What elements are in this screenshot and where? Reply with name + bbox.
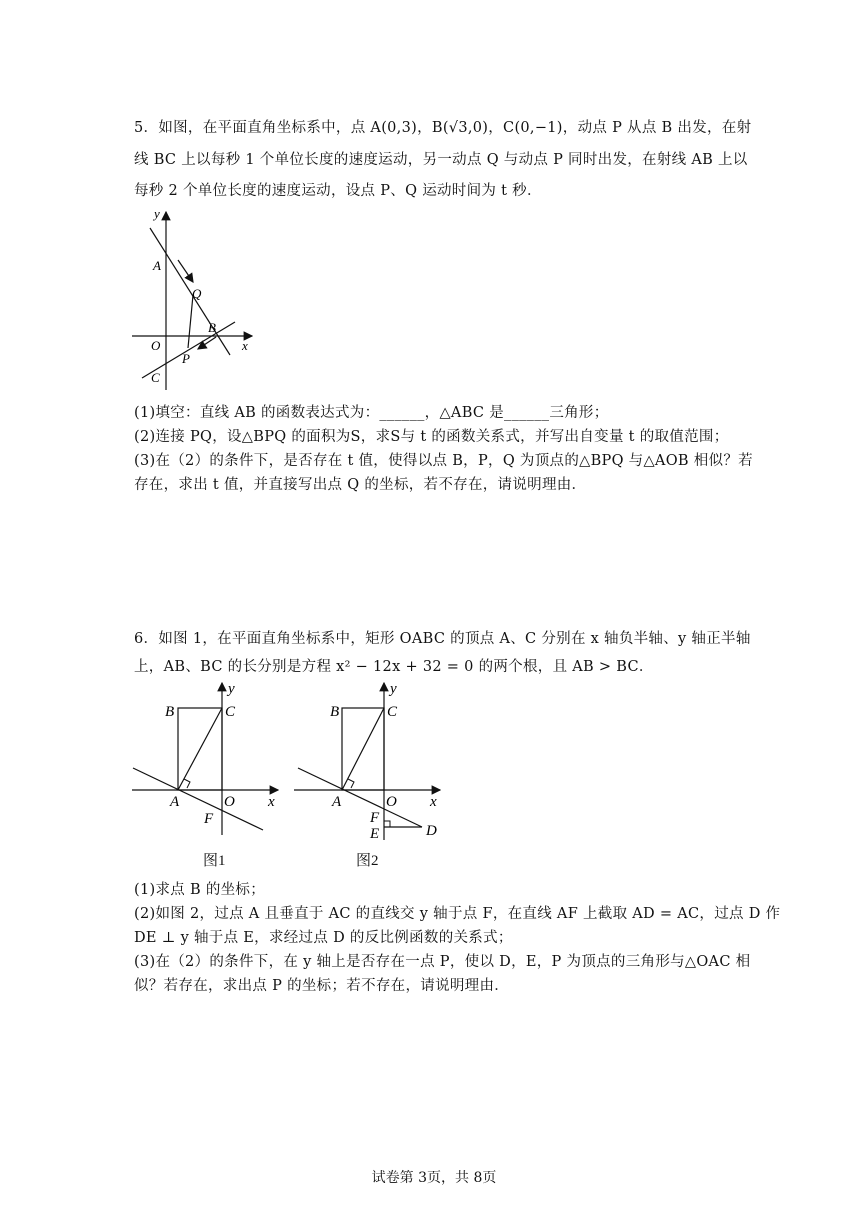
q5-line-3: 每秒 2 个单位长度的速度运动，设点 P、Q 运动时间为 t 秒． [134,183,542,199]
q6-sub-5: 似？若存在，求出点 P 的坐标；若不存在，请说明理由． [134,978,510,994]
q6-fig2-caption: 图2 [356,853,379,869]
q5-label-A: A [153,258,161,273]
q6-sub-4: (3)在（2）的条件下，在 y 轴上是否存在一点 P，使以 D，E，P 为顶点的三角形与△OAC 相 [134,954,751,970]
q6-sub-1: (1)求点 B 的坐标； [134,882,266,898]
q6f1-label-O: O [224,794,235,810]
q5-sub-3: (3)在（2）的条件下，是否存在 t 值，使得以点 B，P，Q 为顶点的△BPQ 与△AOB 相似？若 [134,453,753,469]
q6f1-label-C: C [225,704,236,720]
q6f2-label-E: E [370,826,380,842]
q5-sub-1: (1)填空：直线 AB 的函数表达式为：______，△ABC 是______三角形； [134,405,609,421]
q5-label-C: C [151,370,160,385]
q5-label-x: x [242,338,248,353]
q5-label-O: O [151,338,161,353]
q6f1-label-A: A [170,794,180,810]
q6-figure-2 [290,675,450,845]
q5-sub-4: 存在，求出 t 值，并直接写出点 Q 的坐标，若不存在，请说明理由． [134,477,587,493]
q5-label-y: y [154,206,160,221]
q5-sub-2: (2)连接 PQ，设△BPQ 的面积为S，求S与 t 的函数关系式，并写出自变量 t 的取值范围； [134,429,729,445]
q6f2-label-F: F [370,810,380,826]
q6f2-label-A: A [332,794,342,810]
q6f1-label-x: x [268,794,275,810]
q6-line-1: 6．如图 1，在平面直角坐标系中，矩形 OABC 的顶点 A、C 分别在 x 轴负半轴、y 轴正半轴 [134,631,751,647]
q6f2-label-y: y [390,681,397,697]
q5-line-2: 线 BC 上以每秒 1 个单位长度的速度运动，另一动点 Q 与动点 P 同时出发，在射线 AB 上以 [134,152,748,168]
q5-label-B: B [208,320,216,335]
q6f2-label-O: O [386,794,397,810]
q6-sub-3: DE ⊥ y 轴于点 E，求经过点 D 的反比例函数的关系式； [134,930,513,946]
q6f2-label-B: B [330,704,340,720]
q6f1-label-y: y [228,681,235,697]
page-footer: 试卷第 3页，共 8页 [371,1170,497,1186]
q6f1-label-B: B [165,704,175,720]
q5-label-P: P [182,351,190,366]
q5-figure [120,200,265,395]
q6-line-2: 上，AB、BC 的长分别是方程 x² − 12x + 32 = 0 的两个根，且 AB > BC． [134,659,654,675]
q6-sub-2: (2)如图 2，过点 A 且垂直于 AC 的直线交 y 轴于点 F，在直线 AF 上截取 AD = AC，过点 D 作 [134,906,781,922]
q6f2-label-C: C [387,704,398,720]
q6f1-label-F: F [204,811,214,827]
q6-fig1-caption: 图1 [203,853,226,869]
q5-line-1: 5．如图，在平面直角坐标系中，点 A(0,3)，B(√3,0)，C(0,−1)，动点 P 从点 B 出发，在射 [134,120,752,136]
q6f2-label-D: D [426,823,437,839]
q6f2-label-x: x [430,794,437,810]
q5-label-Q: Q [192,286,202,301]
q6-figure-1 [128,675,288,845]
